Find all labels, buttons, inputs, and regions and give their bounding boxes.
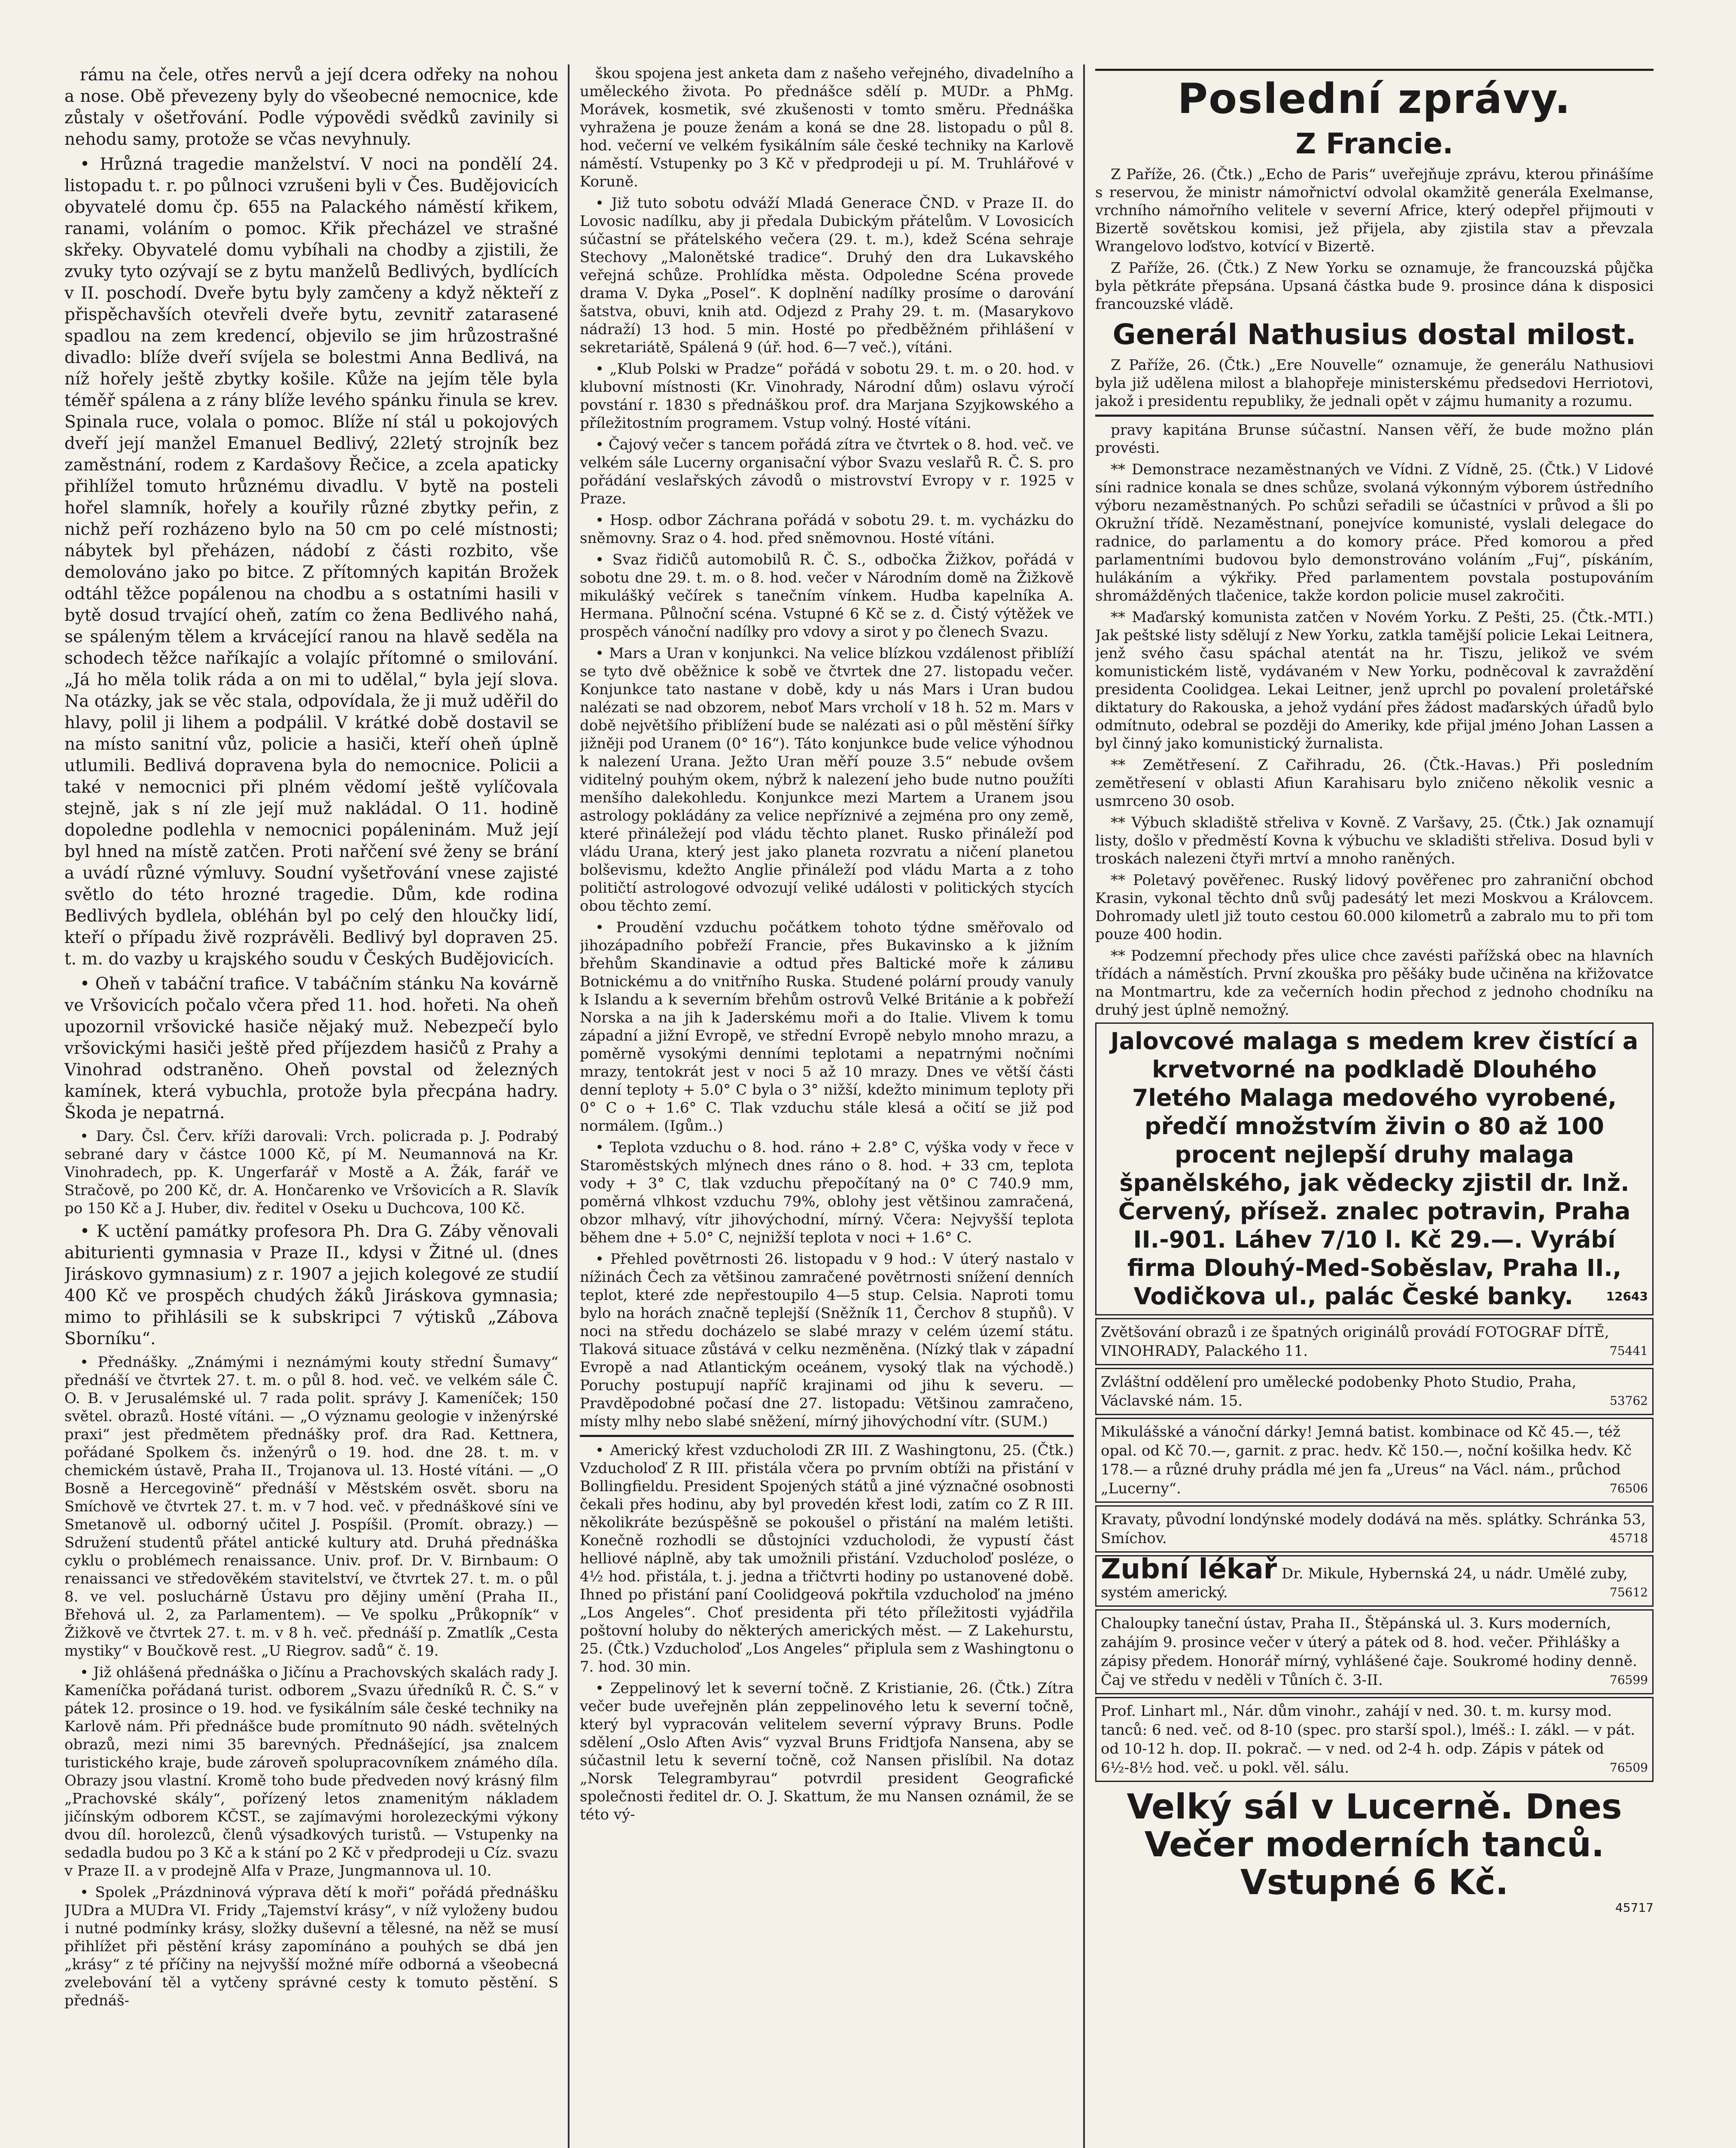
article: • Oheň v tabáční trafice. V tabáčním stánku Na kovárně ve Vršovicích počalo včera před 11. hod. hořeti. Na oheň upozornil vršovické hasiče nějaký muž. Nebezpečí bylo vršovickými hasiči ještě před příjezdem hasičů z Prahy a Vinohrad odstraněno. Oheň povstal od železných kamínek, která vybuchla, protože byla přecpána hadry. Škoda je nepatrná.: [64, 974, 558, 1123]
article: ** Zemětřesení. Z Cařihradu, 26. (Čtk.-Havas.) Při posledním zemětřesení v oblasti Afiun Karahisaru bylo zničeno několik vesnic a usmrceno 30 osob.: [1095, 757, 1654, 810]
article: • Mars a Uran v konjunkci. Na velice blízkou vzdálenost přiblíží se tyto dvě oběžnice k sobě ve čtvrtek dne 27. listopadu večer. Konjunkce tato nastane v době, kdy u nás Mars i Uran budou nalézati se nad obzorem, neboť Mars vrcholí v 18 h. 52 m. Mars v době největšího přiblížení bude se nalézati asi o půl městění šířky jižněji pod Uranem (0° 16“). Táto konjunkce bude velice výhodnou k nalezení Urana. Ježto Uran měří pouze 3.5“ nebude ovšem viditelný pouhým okem, nýbrž k nalezení jeho bude nutno použíti menšího dalekohledu. Konjunkce mezi Martem a Uranem jsou astrology pokládány za velice nepříznivé a zejména pro ony země, které přináležejí pod vládu těchto planet. Rusko přináleží pod vládu Urana, který jest jako planeta rozvratu a ničení planetou bolševismu, kdežto Anglie přináleží pod vládu Marta a z toho političtí astrologové odvozují veliké události v politických stycích obou těchto zemí.: [580, 645, 1074, 915]
article: • Již ohlášená přednáška o Jičínu a Prachovských skalách rady J. Kameníčka pořádaná turist. odborem „Svazu úředníků R. Č. S.“ v pátek 12. prosince o 19. hod. ve fysikálním sále české techniky na Karlově nám. Při přednášce bude promítnuto 90 nádh. světelných obrazů, mezi nimi 35 barevných. Přednášející, jsa znalcem turistického kraje, bude zároveň spolupracovníkem známého díla. Obrazy jsou vlastní. Kromě toho bude předveden nový krásný film „Prachovské skály“, pořízený letos znamenitým nákladem jičínským odborem KČST., se zajímavými horolezeckými výkony dvou díl. horolezců, členů výsadkových turistů. — Vstupenky na sedadla budou po 3 Kč a k stání po 2 Kč v předprodeji u Cíz. svazu v Praze II. a v prodejně Alfa v Praze, Jungmannova ul. 10.: [64, 1664, 558, 1880]
article: • K uctění památky profesora Ph. Dra G. Záby věnovali abiturienti gymnasia v Praze II., kdysi v Žitné ul. (dnes Jiráskovo gymnasium) z r. 1907 a jejich kolegové ze studií 400 Kč ve prospěch chudých žáků Jiráskova gymnasia; mimo to přihlásili se k subskripci 7 výtisků „Zábova Sborníku“.: [64, 1222, 558, 1349]
advertisement: [1095, 1609, 1654, 1694]
article: • Čajový večer s tancem pořádá zítra ve čtvrtek o 8. hod. več. ve velkém sále Lucerny organisační výbor Svazu veslařů R. Č. S. pro pořádání veslařských závodů o mistrovství Evropy v r. 1925 v Praze.: [580, 436, 1074, 507]
advertisement: [1095, 1022, 1654, 1315]
section-subtitle: Z Francie.: [1295, 127, 1453, 160]
section-rule: [580, 1435, 1074, 1437]
section-rule: [1095, 415, 1654, 417]
article: Z Paříže, 26. (Čtk.) „Echo de Paris“ uveřejňuje zprávu, kterou přinášíme s reservou, že ministr námořnictví odvolal okamžitě generála Exelmanse, vrchního námořního velitele v severní Africe, který odepřel přijmouti v Bizertě sovětskou komisi, jež přijela, aby zjistila stav a převzala Wrangelovo loďstvo, kotvící v Bizertě.: [1095, 166, 1654, 255]
article: ** Podzemní přechody přes ulice chce zavésti pařížská obec na hlavních třídách a náměstích. První zkouška pro pěšáky bude učiněna na křižovatce na Montmartru, kde za večerních hodin přechod z jednoho chodníku na druhý jest úplně nemožný.: [1095, 947, 1654, 1019]
article: • Již tuto sobotu odváží Mladá Generace ČND. v Praze II. do Lovosic nadílku, aby ji předala Dubickým přátelům. V Lovosicích súčastní se přátelského večera (29. t. m.), kdež Scéna sehraje Stechovy „Malonětské tradice“. Druhý den dra Lukavského veřejná schůze. Prohlídka města. Odpoledne Scéna provede drama V. Dyka „Posel“. K doplnění nadílky prosíme o darování šatstva, obuvi, knih atd. Odjezd z Prahy 29. t. m. (Masarykovo nádraží) 13 hod. 5 min. Hosté po předběžném přihlášení v sekretariátě, Spálená 9 (úř. hod. 6—7 več.), vítáni.: [580, 195, 1074, 356]
article: ** Maďarský komunista zatčen v Novém Yorku. Z Pešti, 25. (Čtk.-MTI.) Jak peštské listy sdělují z New Yorku, zatkla tamější policie Lekai Leitnera, jenž svého času spáchal atentát na hr. Tiszu, jelikož ve svém komunistickém listě, vydávaném v New Yorku, podněcoval k zavraždění presidenta Coolidgea. Lekai Leitner, jenž uprchl po povalení proletářské diktatury do Rakouska, a jehož vydání přes žádost maďarských úřadů bylo odmítnuto, odebral se později do Ameriky, kde přijal jméno Johan Lassen a byl činný jako komunistický žurnalista.: [1095, 609, 1654, 752]
article: Z Paříže, 26. (Čtk.) Z New Yorku se oznamuje, že francouzská půjčka byla pětkráte přepsána. Upsaná částka bude 9. prosince dána k disposici francouzské vládě.: [1095, 259, 1654, 313]
article: • Zeppelinový let k severní točně. Z Kristianie, 26. (Čtk.) Zítra večer bude uveřejněn plán zeppelinového letu k severní točně, který byl vypracován velitelem severní výpravy Bruns. Podle sdělení „Oslo Aften Avis“ vyzval Bruns Fridtjofa Nansena, aby se súčastnil letu k severní točně, což Nansen přislíbil. Na dotaz „Norsk Telegrambyrau“ potvrdil president Geografické společnosti ředitel dr. O. J. Skattum, že mu Nansen oznámil, že se této vý-: [580, 1680, 1074, 1823]
article: ** Výbuch skladiště střeliva v Kovně. Z Varšavy, 25. (Čtk.) Jak oznamují listy, došlo v předměstí Kovna k výbuchu ve skladišti střeliva. Dosud byli v troskách nalezeni čtyři mrtví a mnoho raněných.: [1095, 814, 1654, 867]
column-left: [64, 64, 558, 2148]
article: rámu na čele, otřes nervů a její dcera odřeky na nohou a nose. Obě převezeny byly do všeobecné nemocnice, kde zůstaly v ošetřování. Podle výpovědi svědků zavinily si nehodu samy, protože se včas nevyhnuly.: [64, 65, 558, 149]
advertisement: [1095, 1318, 1654, 1365]
ad-text: Velký sál v Lucerně. Dnes Večer moderních tanců. Vstupné 6 Kč.: [1127, 1787, 1622, 1902]
section-title: Poslední zprávy.: [1177, 75, 1572, 123]
ad-code: 45718: [1609, 1531, 1648, 1545]
ad-code: 12643: [1606, 1289, 1648, 1303]
ad-text: Jalovcové malaga s medem krev čistící a krvetvorné na podkladě Dlouhého 7letého Malaga medového vyrobené, předčí množstvím živin o 80 až 100 procent nejlepší druhy malaga španělského, jak vědecky zjistil dr. Inž. Červený, přísež. znalec potravin, Praha II.-901. Láhev 7/10 l. Kč 29.—. Vyrábí firma Dlouhý-Med-Soběslav, Praha II., Vodičkova ul., palác České banky.: [1110, 1028, 1639, 1310]
ad-text: Prof. Linhart ml., Nár. dům vinohr., zahájí v ned. 30. t. m. kursy mod. tanců: 6 ned. več. od 8-10 (spec. pro starší spol.), lméš.: I. zákl. — v pát. od 10-12 h. dop. II. pokrač. — v ned. od 2-4 h. odp. Zápis v pátek od 6½-8½ hod. več. u pokl. věl. sálu.: [1101, 1703, 1635, 1776]
advertisement: [1095, 1368, 1654, 1415]
article: • Dary. Čsl. Červ. kříži darovali: Vrch. policrada p. J. Podrabý sebrané dary v částce 1000 Kč, pí M. Neumannová na Kr. Vinohradech, pp. K. Ungerfarář v Mostě a A. Žák, farář ve Stračově, po 200 Kč, dr. A. Hončarenko ve Vršovicích a R. Slavík po 150 Kč a J. Huber, div. ředitel v Oseku u Duchcova, 100 Kč.: [64, 1128, 558, 1217]
column-right: [1095, 64, 1654, 2148]
article: ** Poletavý pověřenec. Ruský lidový pověřenec pro zahraniční obchod Krasin, vykonal těchto dnů svůj padesátý let mezi Moskvou a Královcem. Dohromady uletl již touto cestou 60.000 kilometrů a zabralo mu to při tom pouze 400 hodin.: [1095, 872, 1654, 943]
ad-title: Zubní lékař: [1101, 1553, 1277, 1585]
advertisement: [1095, 1418, 1654, 1503]
ad-code: 76506: [1609, 1481, 1648, 1495]
ad-text: Kravaty, původní londýnské modely dodává na měs. splátky. Schránka 53, Smíchov.: [1101, 1511, 1646, 1547]
ad-code: 75441: [1609, 1344, 1648, 1358]
article: ** Demonstrace nezaměstnaných ve Vídni. Z Vídně, 25. (Čtk.) V Lidové síni radnice konala se dnes schůze, svolaná výkonným výborem ústředního výboru nezaměstnaných. Po schůzi seřadili se účastníci v průvod a šli po Okružní třídě. Nezaměstnaní, ponejvíce komunisté, vyslali delegace do radnice, do parlamentu a do komory práce. Před komorou a před parlamentními budovou bylo demonstrováno voláním „Fuj“, pískáním, hulákáním a výkřiky. Před parlamentem povstala postupováním shromážděných tlačenice, takže kordon policie musel zakročiti.: [1095, 461, 1654, 604]
article: • Svaz řidičů automobilů R. Č. S., odbočka Žižkov, pořádá v sobotu dne 29. t. m. o 8. hod. večer v Národním domě na Žižkově mikulášký večírek s tanečním vínkem. Hudba kapelníka A. Hermana. Půlnoční scéna. Vstupné 6 Kč se z. d. Čistý výtěžek ve prospěch vánoční nadílky pro vdovy a sirot y po členech Svazu.: [580, 551, 1074, 641]
article: Z Paříže, 26. (Čtk.) „Ere Nouvelle“ oznamuje, že generálu Nathusiovi byla již udělena milost a blahopřeje ministerskému předsedovi Herriotovi, jakož i presidentu republiky, že jednali opět v zájmu humanity a rozumu.: [1095, 357, 1654, 410]
section-subtitle: Generál Nathusius dostal milost.: [1112, 318, 1636, 351]
article: pravy kapitána Brunse súčastní. Nansen věří, že bude možno plán provésti.: [1095, 421, 1654, 457]
article: • „Klub Polski w Pradze“ pořádá v sobotu 29. t. m. o 20. hod. v klubovní místnosti (Kr. Vinohrady, Národní dům) oslavu výročí povstání r. 1830 s přednáškou prof. dra Marjana Szyjkowského a příležitostním programem. Vstup volný. Hosté vítáni.: [580, 360, 1074, 432]
ad-text: Dr. Mikule, Hybernská 24, u nádr. Umělé zuby, systém americký.: [1101, 1565, 1628, 1601]
article: škou spojena jest anketa dam z našeho veřejného, divadelního a uměleckého života. Po přednášce sdělí p. MUDr. a PhMg. Morávek, kosmetik, své zkušenosti v tomto směru. Přednáška vyhražena je pouze ženám a koná se dne 28. listopadu o půl 8. hod. večerní ve velkém fysikálním sále české techniky na Karlově náměstí. Vstupenky po 3 Kč v předprodeji u pí. M. Truhlářové v Koruně.: [580, 65, 1074, 190]
advertisement: [1095, 1555, 1654, 1607]
ad-code: 76509: [1609, 1761, 1648, 1775]
article: • Teplota vzduchu o 8. hod. ráno + 2.8° C, výška vody v řece v Staroměstských mlýnech dnes ráno o 8. hod. + 33 cm, teplota vody + 3° C, tlak vzduchu přepočítaný na 0° C 740.9 mm, poměrná vlhkost vzduchu 79%, oblohy jest většinou zamračená, obzor mlhavý, vítr jihovýchodní, mírný. Včera: Nejvyšší teplota během dne + 5.0° C, nejnižší teplota v noci + 1.6° C.: [580, 1139, 1074, 1246]
article: • Hosp. odbor Záchrana pořádá v sobotu 29. t. m. vycházku do sněmovny. Sraz o 4. hod. před sněmovnou. Hosté vítáni.: [580, 512, 1074, 547]
advertisement: [1095, 1697, 1654, 1782]
ad-code: 75612: [1609, 1585, 1648, 1599]
ad-code: 53762: [1609, 1394, 1648, 1408]
ad-text: Zvláštní oddělení pro umělecké podobenky Photo Studio, Praha, Václavské nám. 15.: [1101, 1373, 1577, 1410]
article: • Přehled povětrnosti 26. listopadu v 9 hod.: V úterý nastalo v nížinách Čech za většinou zamračené povětrnosti snížení denních teplot, které zde nepřestoupilo 4—5 stup. Celsia. Naproti tomu bylo na horách značně teplejší (Sněžník 11, Čerchov 8 stupňů). V noci na středu docházelo se slabé mrazy v celém území státu. Tlaková situace zůstává v celku nezměněna. (Nízký tlak v západní Evropě a nad Atlantickým oceánem, vysoký tlak na východě.) Poruchy postupují napříč krajinami od jihu k severu. — Pravděpodobné počasí dne 27. listopadu: Většinou zamračeno, místy mlhy nebo slabé sněžení, mírný jihovýchodní vítr. (SUM.): [580, 1251, 1074, 1430]
ad-code: 76599: [1609, 1673, 1648, 1687]
advertisement: [1095, 1788, 1654, 1914]
article: • Spolek „Prázdninová výprava dětí k moři“ pořádá přednášku JUDra a MUDra VI. Fridy „Tajemství krásy“, v níž vyloženy budou i nutné podmínky krásy, složky duševní a tělesné, na něž se musí přihlížet při pěstění krásy zapomínáno a pouhých se dbá jen „krásy“ z té příčiny na nejvyšší možné míře odborná a všeobecná zvelebování těl a vytčeny správné cesty k tomuto pěstění. S přednáš-: [64, 1884, 558, 2009]
column-divider: [568, 64, 570, 2148]
section-rule: [1095, 69, 1654, 71]
advertisement: [1095, 1505, 1654, 1553]
ad-text: Chaloupky taneční ústav, Praha II., Štěpánská ul. 3. Kurs moderních, zahájím 9. prosince večer v úterý a pátek od 8. hod. večer. Přihlášky a zápisy předem. Honorář mírný, vyhlášené čaje. Soukromé hodiny denně. Čaj ve středu v neděli v Tůních č. 3-II.: [1101, 1615, 1637, 1689]
ad-text: Zvětšování obrazů i ze špatných originálů provádí FOTOGRAF DÍTĚ, VINOHRADY, Palackého 11.: [1101, 1324, 1609, 1360]
ad-text: Mikulášské a vánoční dárky! Jemná batist. kombinace od Kč 45.—, též opal. od Kč 70.—, garnit. z prac. hedv. Kč 150.—, noční košilka hedv. Kč 178.— a různé druhy prádla mé jen fa „Ureus“ na Václ. nám., průchod „Lucerny“.: [1101, 1423, 1632, 1497]
column-middle: [580, 64, 1074, 2148]
article: • Americký křest vzducholodi ZR III. Z Washingtonu, 25. (Čtk.) Vzducholoď Z R III. přistála včera po prvním obtíži na přistání v Bollingfieldu. President Spojených států a jiné význačné osobnosti čekali přes hodinu, aby byl provedén křest lodi, zatím co Z R III. několikráte bezúspěšně se pokoušel o přistání na malém letišti. Konečně rozhodli se důstojníci vzducholodi, že vypustí část helliové náplně, aby tak umožnili přistání. Vzducholoď posléze, o 4½ hod. přistála, t. j. jedna a třičtvrti hodiny po ustanovené době. Ihned po přistání paní Coolidgeová pokřtila vzducholoď na jméno „Los Angeles“. Choť presidenta při této příležitosti vyjádřila poštovní holuby do některých amerických měst. — Z Lakehurstu, 25. (Čtk.) Vzducholoď „Los Angeles“ připlula sem z Washingtonu o 7. hod. 30 min.: [580, 1442, 1074, 1675]
newspaper-page: [64, 64, 1696, 2148]
article: • Hrůzná tragedie manželství. V noci na pondělí 24. listopadu t. r. po půlnoci vzrušeni byli v Čes. Budějovicích obyvatelé domu čp. 655 na Palackého náměstí křikem, ranami, voláním o pomoc. Křik přecházel ve strašné skřeky. Obyvatelé domu vybíhali na chodby a zjistili, že zvuky tyto ozývají se z bytu manželů Bedlivých, bydlících v II. poschodí. Dveře bytu byly zamčeny a když někteří z přispěchavších otevřeli dveře bytu, zevnitř zatarasené spadlou na zem kredencí, objevilo se jim hrůzostrašné divadlo: blíže dveří svíjela se bolestmi Anna Bedlivá, na níž hořely ještě zbytky košile. Kůže na jejím těle byla téměř spálena a z rány blíže levého spánku řinula se krev. Spinala ruce, volala o pomoc. Blíže ní stál u pokojových dveří její manžel Emanuel Bedlivý, 22letý strojník bez zaměstnání, rodem z Kardašovy Řečice, a zcela apaticky přihlížel tomuto hrůznému divadlu. V bytě na posteli hořel slamník, hořely a kouřily různé zbytky peřin, z nichž peří rozházeno bylo na 50 cm po celé místnosti; nábytek byl přeházen, nádobí z části rozbito, vše demolováno jako po bitce. Z přítomných kapitán Brožek odtáhl těžce popálenou na chodbu a s ostatními hasili v bytě dosud trvající oheň, zatím co žena Bedlivého nahá, se spáleným tělem a krvácející ranou na hlavě seděla na schodech těžce naříkajíc a volajíc přítomné o smilování. „Já ho měla tolik ráda a on mi to udělal,“ byla její slova. Na otázky, jak se věc stala, odpovídala, že ji muž uděřil do hlavy, polil ji lihem a podpálil. V krátké době dostavil se na místo sanitní vůz, policie a hasiči, kteří oheň úplně utlumili. Bedlivá dopravena byla do nemocnice. Policii a také v nemocnici při plném vědomí ještě vylíčovala stejně, jak s ní zle její muž nakládal. O 11. hodině dopoledne podlehla v nemocnici popáleninám. Muž její byl hned na místě zatčen. Proti nařčení své ženy se brání a uvádí různé výmluvy. Soudní vyšetřování vnese zajisté světlo do této hrozné tragedie. Dům, kde rodina Bedlivých bydlela, obléhán byl po celý den hloučky lidí, kteří o případu živě rozprávěli. Bedlivý byl dopraven 25. t. m. do vazby u krajského soudu v Českých Budějovicích.: [64, 155, 558, 969]
article: • Přednášky. „Známými i neznámými kouty střední Šumavy“ přednáší ve čtvrtek 27. t. m. o půl 8. hod. več. ve velkém sále Č. O. B. v Jerusalémské ul. 7 rada polit. správy J. Kameníček; 150 světel. obrazů. Hosté vítáni. — „O významu geologie v inženýrské praxi“ jest předmětem přednášky prof. dra Rad. Kettnera, pořádané Spolkem čs. inženýrů o 19. hod. dne 28. t. m. v chemickém ústavě, Praha II., Trojanova ul. 13. Hosté vítáni. — „O Bosně a Hercegovině“ přednáší v Městském osvět. sboru na Smíchově ve čtvrtek 27. t. m. v 7 hod. več. v přednáškové síni ve Smetanově ul. odborný učitel J. Pospíšil. (Promít. obrazy.) — Sdružení studentů přátel antické kultury atd. Druhá přednáška cyklu o problémech renaissance. Univ. prof. Dr. V. Birnbaum: O renaissanci ve středověkém stavitelství, ve čtvrtek 27. t. m. o půl 8. ve vel. posluchárně Ústavu pro dějiny umění (Praha II., Břehová ul. 2, za Parlamentem). — Ve spolku „Průkopník“ v Žižkově ve čtvrtek 27. t. m. v 8 h. več. přednáší p. Zmatlík „Cesta mystiky“ v Boučkově rest. „U Riegrov. sadů“ č. 19.: [64, 1354, 558, 1660]
column-divider: [1083, 64, 1085, 2148]
article: • Proudění vzduchu počátkem tohoto týdne směřovalo od jihozápadního pobřeží Francie, přes Bukavinsko a k jižním břehům Skandinavie a odtud přes Baltické moře k záливu Botnickému a do vnitřního Ruska. Studené polární proudy vanuly k Islandu a k severním břehům ostrovů Velké Británie a k pobřeží Norska a na jih k Jaderskému moři a do Italie. Vlivem k tomu západní a jižní Evropě, ve střední Evropě nebylo mnoho mrazu, a poměrně vysokými denními teplotami a nepatrnými nočními mrazy, tentokrát jest v noci 5 až 10 mrazy. Dnes ve větší části denní teploty + 5.0° C byla o 3° nižší, kdežto minimum teploty při 0° C o + 1.6° C. Tlak vzduchu stále klesá a očití se již pod normálem. (Igům..): [580, 919, 1074, 1135]
ad-code: 45717: [1615, 1901, 1654, 1915]
